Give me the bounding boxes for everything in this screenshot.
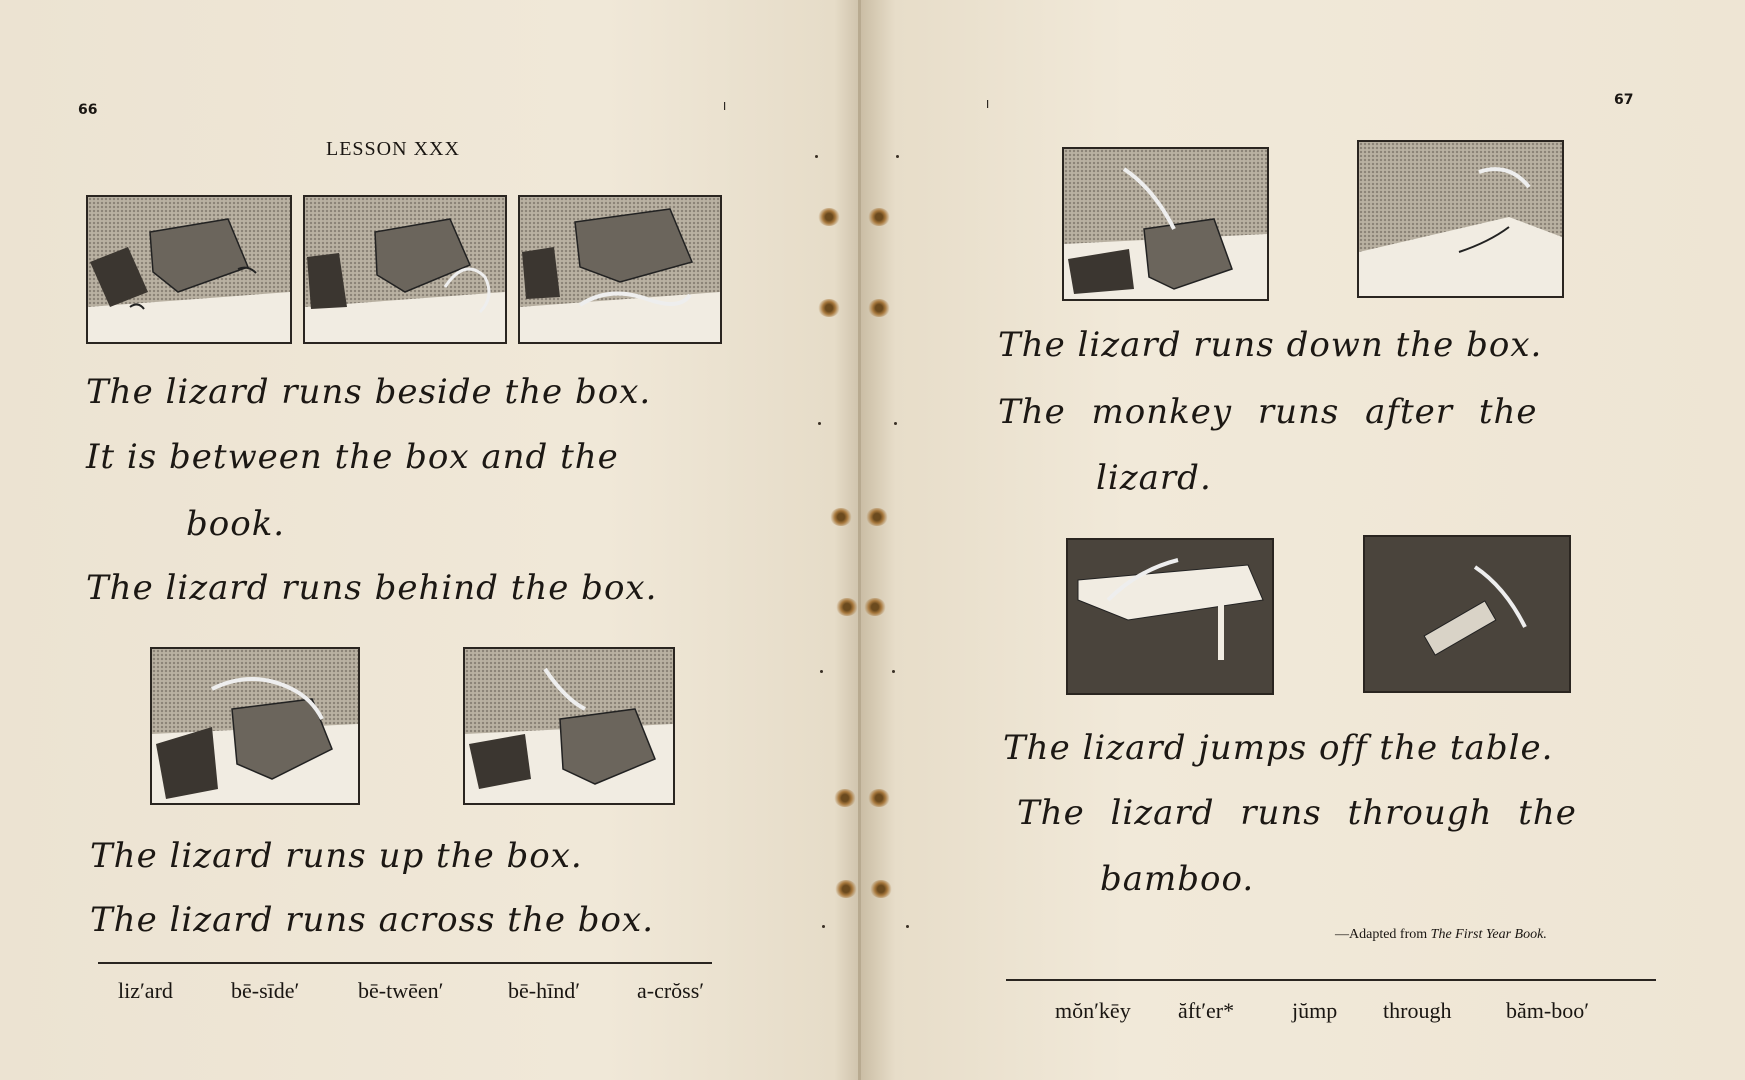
vocab-word: a-crŏss′ <box>637 978 705 1003</box>
script-line-4: The lizard runs behind the box. <box>86 568 658 608</box>
stitch-hole <box>870 880 892 898</box>
signature-mark-left: I <box>723 100 727 113</box>
stitch-hole <box>864 598 886 616</box>
pin-hole <box>818 422 821 425</box>
illustration-lizard-through-bamboo <box>1363 535 1571 693</box>
credit-title: The First Year Book. <box>1430 927 1547 942</box>
script-line-r6: bamboo. <box>1100 859 1255 899</box>
vocab-rule-right <box>1006 979 1656 981</box>
stitch-hole <box>868 208 890 226</box>
stitch-hole <box>866 508 888 526</box>
vocab-word: bē-twēen′ <box>358 978 444 1003</box>
script-line-5: The lizard runs up the box. <box>90 836 583 876</box>
illustration-lizard-across-box <box>463 647 675 805</box>
stitch-hole <box>818 299 840 317</box>
stitch-hole <box>868 299 890 317</box>
script-line-r1: The lizard runs down the box. <box>998 325 1543 365</box>
pin-hole <box>815 155 818 158</box>
illustration-lizard-between <box>303 195 507 344</box>
illustration-lizard-jumps-off-table <box>1066 538 1274 695</box>
script-line-3: book. <box>186 504 286 544</box>
script-line-6: The lizard runs across the box. <box>90 900 655 940</box>
script-line-r4: The lizard jumps off the table. <box>1003 728 1554 768</box>
vocab-word: mŏn′kēy <box>1055 998 1131 1023</box>
stitch-hole <box>830 508 852 526</box>
vocab-word: jŭmp <box>1292 998 1338 1023</box>
vocab-word: through <box>1383 998 1452 1023</box>
illustration-monkey-climbs-box <box>1062 147 1269 301</box>
signature-mark-right: I <box>986 98 990 111</box>
stitch-hole <box>834 789 856 807</box>
book-gutter <box>858 0 861 1080</box>
script-line-r3: lizard. <box>1096 458 1212 498</box>
stitch-hole <box>868 789 890 807</box>
source-credit <box>1335 927 1547 943</box>
credit-prefix: —Adapted from <box>1335 927 1431 942</box>
illustration-monkey-behind <box>518 195 722 344</box>
vocab-word: bē-hīnd′ <box>508 978 581 1003</box>
pin-hole <box>896 155 899 158</box>
pin-hole <box>894 422 897 425</box>
pin-hole <box>820 670 823 673</box>
script-line-r2: The monkey runs after the <box>998 392 1538 432</box>
lesson-title: LESSON XXX <box>326 138 460 160</box>
illustration-monkey-on-box <box>150 647 360 805</box>
stitch-hole <box>818 208 840 226</box>
script-line-r5: The lizard runs through the <box>1017 793 1577 833</box>
vocab-word: ăft′er* <box>1178 998 1235 1023</box>
stitch-hole <box>835 880 857 898</box>
vocab-word: liz′ard <box>118 978 173 1003</box>
vocab-word: bē-sīde′ <box>231 978 300 1003</box>
script-line-2: It is between the box and the <box>86 437 619 477</box>
illustration-lizard-down-box <box>1357 140 1564 298</box>
page-number-left: 66 <box>78 102 98 118</box>
vocab-rule-left <box>98 962 712 964</box>
pin-hole <box>822 925 825 928</box>
right-page <box>860 0 1745 1080</box>
stitch-hole <box>836 598 858 616</box>
pin-hole <box>892 670 895 673</box>
pin-hole <box>906 925 909 928</box>
page-number-right: 67 <box>1614 92 1634 108</box>
vocab-word: băm-boo′ <box>1506 998 1590 1023</box>
script-line-1: The lizard runs beside the box. <box>86 372 652 412</box>
illustration-lizard-beside-box <box>86 195 292 344</box>
